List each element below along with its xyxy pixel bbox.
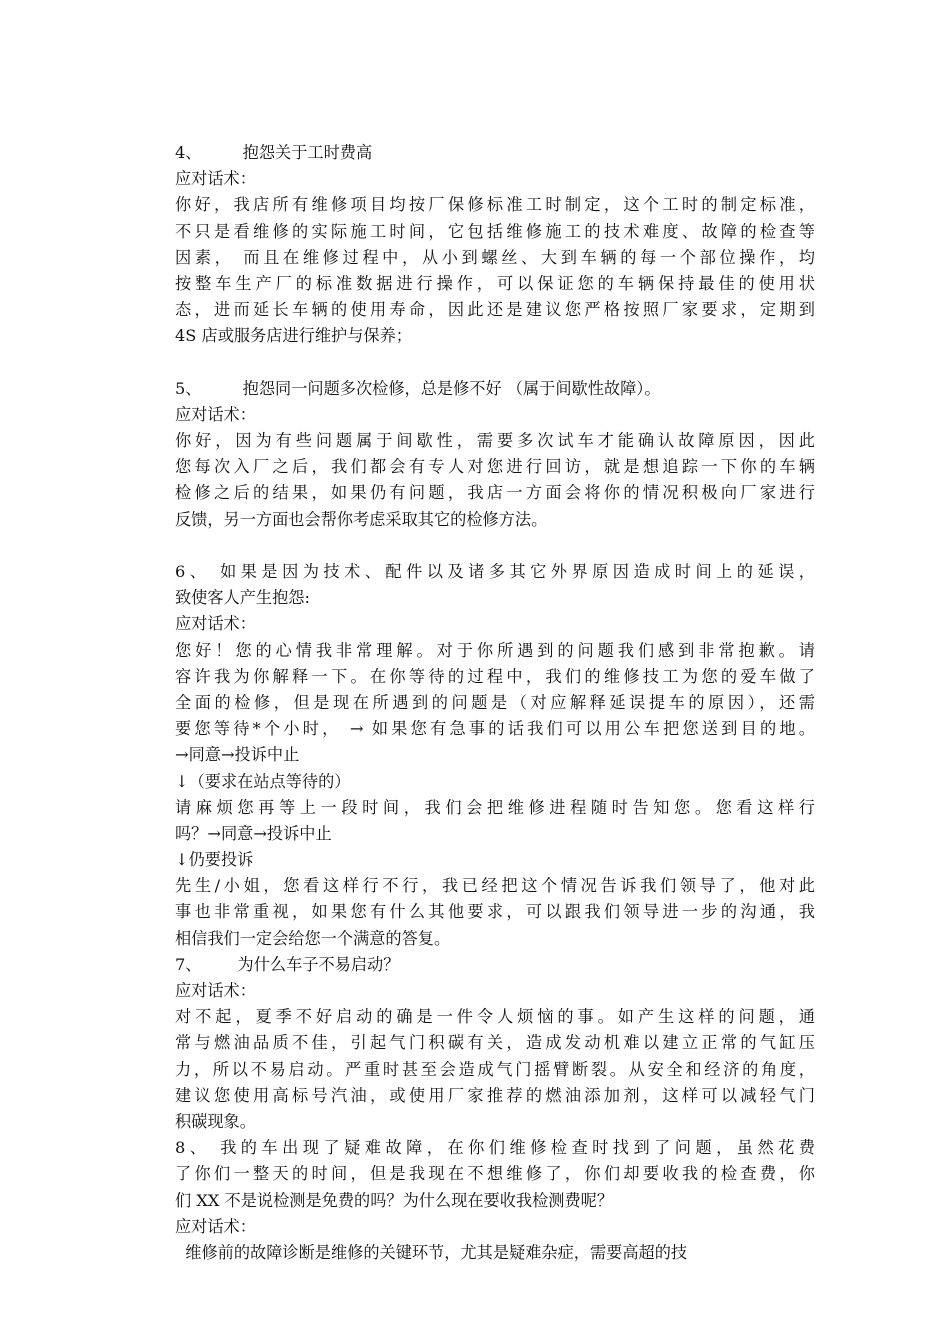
section-6-label: 应对话术： — [175, 614, 256, 634]
document-page — [175, 140, 815, 1266]
section-8-heading-continued: 了你们一整天的时间，但是我现在不想维修了，你们却要收我的检查费，你 — [175, 1164, 815, 1184]
section-4-body-line: 因素， 而且在维修过程中，从小到螺丝、大到车辆的每一个部位操作，均 — [175, 247, 815, 267]
section-5-body-line: 您每次入厂之后，我们都会有专人对您进行回访，就是想追踪一下你的车辆 — [175, 457, 815, 477]
section-6-body-line: 您好！您的心情我非常理解。对于你所遇到的问题我们感到非常抱歉。请 — [175, 640, 815, 660]
section-8-heading: 8、 我的车出现了疑难故障，在你们维修检查时找到了问题，虽然花费 — [175, 1138, 815, 1158]
section-7-body-line: 积碳现象。 — [175, 1111, 256, 1131]
section-7-body-line: 建议您使用高标号汽油，或使用厂家推荐的燃油添加剂，这样可以减轻气门 — [175, 1085, 815, 1105]
section-4-body-line: 按整车生产厂的标准数据进行操作，可以保证您的车辆保持最佳的使用状 — [175, 273, 815, 293]
section-8-body-line: 维修前的故障诊断是维修的关键环节，尤其是疑难杂症，需要高超的技 — [175, 1242, 688, 1262]
section-7-label: 应对话术： — [175, 981, 256, 1000]
section-5-body-line: 你好，因为有些问题属于间歇性，需要多次试车才能确认故障原因，因此 — [175, 431, 815, 451]
section-spacer — [175, 350, 815, 376]
section-5-heading: 5、 抱怨同一问题多次检修，总是修不好 （属于间歇性故障）。 — [175, 378, 661, 398]
section-6-body-line: ↓（要求在站点等待的） — [175, 771, 351, 791]
section-6-heading: 6、 如果是因为技术、配件以及诸多其它外界原因造成时间上的延误， — [175, 562, 815, 581]
section-6-body-line: →同意→投诉中止 — [175, 745, 300, 765]
section-7-body-line: 常与燃油品质不佳，引起气门积碳有关，造成发动机难以建立正常的气缸压 — [175, 1033, 815, 1053]
section-8-heading-continued: 们 XX 不是说检测是免费的吗？为什么现在要收我检测费呢？ — [175, 1190, 614, 1210]
section-6-body-line: 事也非常重视，如果您有什么其他要求，可以跟我们领导进一步的沟通，我 — [175, 902, 815, 922]
section-4-body-line: 你好，我店所有维修项目均按厂保修标准工时制定，这个工时的制定标准， — [175, 195, 815, 215]
section-7-body-line: 对不起，夏季不好启动的确是一件令人烦恼的事。如产生这样的问题，通 — [175, 1007, 815, 1027]
section-8-label: 应对话术： — [175, 1216, 256, 1236]
section-7-body-line: 力，所以不易启动。严重时甚至会造成气门摇臂断裂。从安全和经济的角度， — [175, 1059, 815, 1079]
section-5-label: 应对话术： — [175, 404, 256, 424]
section-4-body-line: 不只是看维修的实际施工时间，它包括维修施工的技术难度、故障的检查等 — [175, 221, 815, 241]
section-4-body-line: 4S 店或服务店进行维护与保养； — [175, 326, 412, 346]
section-7-heading: 7、 为什么车子不易启动？ — [175, 954, 400, 974]
section-6-body-line: 容许我为你解释一下。在你等待的过程中，我们的维修技工为您的爱车做了 — [175, 666, 815, 686]
section-4-label: 应对话术： — [175, 169, 256, 189]
section-6-body-line: 先生/小姐，您看这样行不行，我已经把这个情况告诉我们领导了，他对此 — [175, 876, 815, 896]
section-6-body-line: 吗？→同意→投诉中止 — [175, 823, 332, 843]
section-5-body-line: 反馈，另一方面也会帮你考虑采取其它的检修方法。 — [175, 509, 548, 529]
section-5-body-line: 检修之后的结果，如果仍有问题，我店一方面会将你的情况积极向厂家进行 — [175, 483, 815, 503]
section-6-heading-continued: 致使客人产生抱怨: — [175, 588, 310, 608]
section-4-body-line: 态，进而延长车辆的使用寿命，因此还是建议您严格按照厂家要求，定期到 — [175, 300, 815, 320]
section-6-body-line: 请麻烦您再等上一段时间，我们会把维修进程随时告知您。您看这样行 — [175, 797, 815, 817]
section-6-body-line: ↓仍要投诉 — [175, 850, 254, 870]
section-spacer — [175, 533, 815, 559]
section-6-body-line: 相信我们一定会给您一个满意的答复。 — [175, 928, 451, 948]
section-6-body-line: 要您等待*个小时， → 如果您有急事的话我们可以用公车把您送到目的地。 — [175, 719, 815, 739]
section-4-heading: 4、 抱怨关于工时费高 — [175, 143, 373, 162]
section-6-body-line: 全面的检修，但是现在所遇到的问题是（对应解释延误提车的原因），还需 — [175, 692, 815, 712]
